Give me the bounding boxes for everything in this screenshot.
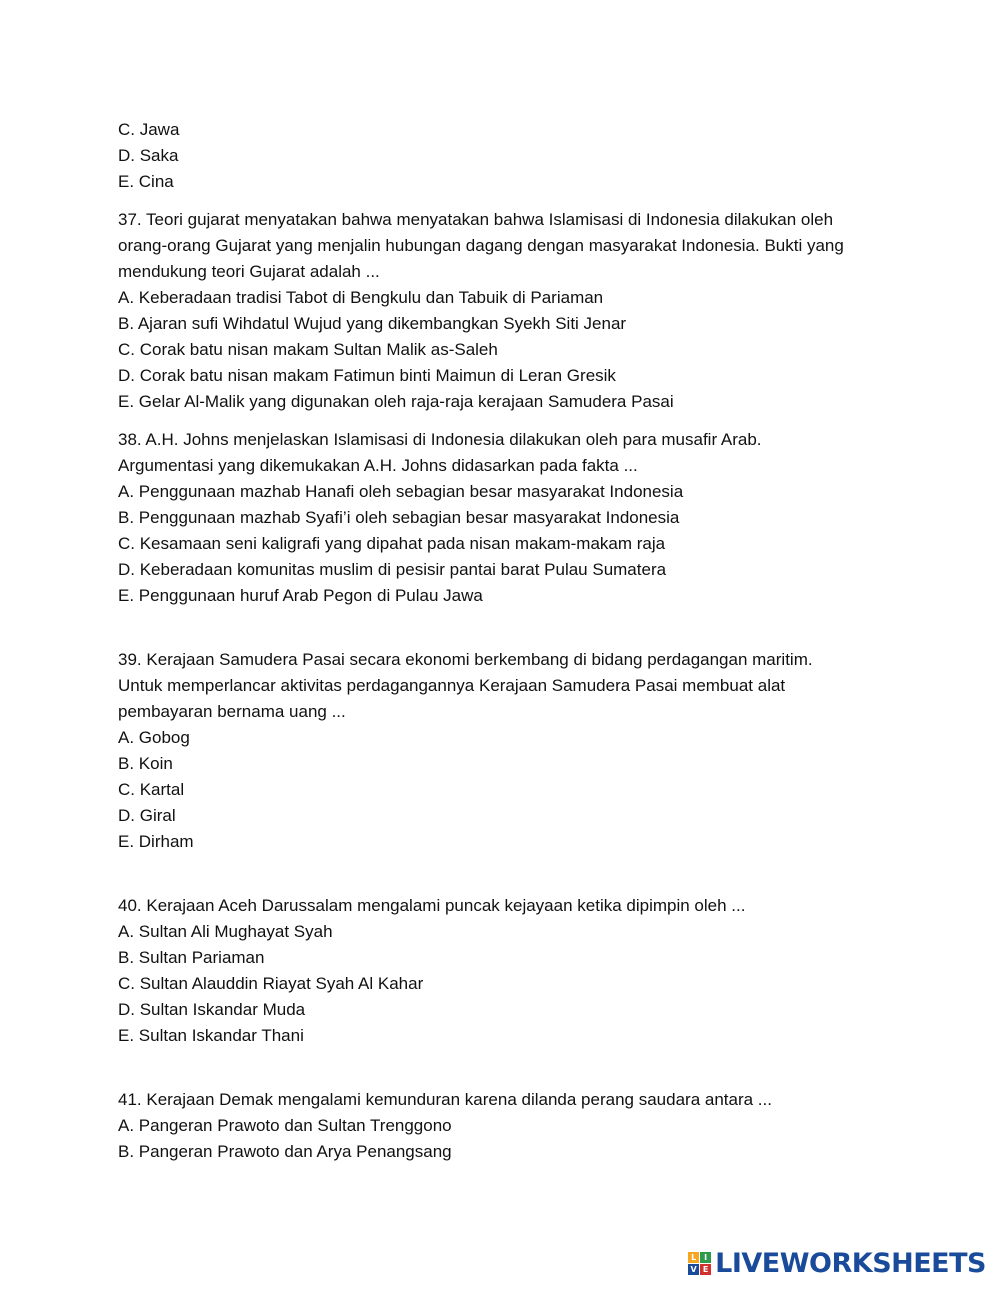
- option-e: E. Sultan Iskandar Thani: [118, 1026, 304, 1045]
- logo-block: L: [688, 1252, 699, 1263]
- question-prompt: 39. Kerajaan Samudera Pasai secara ekonomi berkembang di bidang perdagangan maritim. Untuk memperlancar aktivitas perdagangannya Kerajaan Samudera Pasai membuat alat pembayaran bernama uang ...: [118, 650, 813, 721]
- option-e: E. Penggunaan huruf Arab Pegon di Pulau Jawa: [118, 586, 483, 605]
- option-d: D. Keberadaan komunitas muslim di pesisir pantai barat Pulau Sumatera: [118, 560, 667, 579]
- option-c: C. Jawa: [118, 120, 180, 139]
- option-c: C. Corak batu nisan makam Sultan Malik as-Saleh: [118, 340, 498, 359]
- option-e: E. Dirham: [118, 832, 194, 851]
- question-41: [118, 1087, 918, 1165]
- option-a: A. Keberadaan tradisi Tabot di Bengkulu dan Tabuik di Pariaman: [118, 288, 604, 307]
- option-a: A. Sultan Ali Mughayat Syah: [118, 922, 333, 941]
- question-37: [118, 207, 918, 415]
- question-prompt: 38. A.H. Johns menjelaskan Islamisasi di Indonesia dilakukan oleh para musafir Arab. Argumentasi yang dikemukakan A.H. Johns didasarkan pada fakta ...: [118, 430, 762, 475]
- option-c: C. Sultan Alauddin Riayat Syah Al Kahar: [118, 974, 424, 993]
- logo-block: E: [700, 1264, 711, 1275]
- option-d: D. Sultan Iskandar Muda: [118, 1000, 306, 1019]
- question-prompt: 37. Teori gujarat menyatakan bahwa menyatakan bahwa Islamisasi di Indonesia dilakukan oleh orang-orang Gujarat yang menjalin hubungan dagang dengan masyarakat Indonesia. Bukti yang mendukung teori Gujarat adalah ...: [118, 210, 844, 281]
- option-d: D. Giral: [118, 806, 176, 825]
- option-b: B. Sultan Pariaman: [118, 948, 265, 967]
- option-b: B. Ajaran sufi Wihdatul Wujud yang dikembangkan Syekh Siti Jenar: [118, 314, 627, 333]
- option-c: C. Kesamaan seni kaligrafi yang dipahat pada nisan makam-makam raja: [118, 534, 666, 553]
- option-e: E. Gelar Al-Malik yang digunakan oleh raja-raja kerajaan Samudera Pasai: [118, 392, 674, 411]
- option-e: E. Cina: [118, 172, 174, 191]
- worksheet-page: [118, 117, 918, 1165]
- logo-blocks-icon: [688, 1252, 711, 1275]
- option-d: D. Saka: [118, 146, 179, 165]
- question-36-tail-options: [118, 117, 918, 195]
- option-b: B. Penggunaan mazhab Syafi’i oleh sebagian besar masyarakat Indonesia: [118, 508, 680, 527]
- question-40: [118, 893, 918, 1049]
- logo-block: V: [688, 1264, 699, 1275]
- option-a: A. Penggunaan mazhab Hanafi oleh sebagian besar masyarakat Indonesia: [118, 482, 684, 501]
- option-a: A. Pangeran Prawoto dan Sultan Trenggono: [118, 1116, 452, 1135]
- logo-block: I: [700, 1252, 711, 1263]
- question-39: [118, 647, 918, 855]
- option-d: D. Corak batu nisan makam Fatimun binti Maimun di Leran Gresik: [118, 366, 616, 385]
- option-b: B. Pangeran Prawoto dan Arya Penangsang: [118, 1142, 452, 1161]
- option-c: C. Kartal: [118, 780, 185, 799]
- logo-text: LIVEWORKSHEETS: [715, 1247, 986, 1279]
- question-38: [118, 427, 918, 609]
- option-a: A. Gobog: [118, 728, 190, 747]
- question-prompt: 41. Kerajaan Demak mengalami kemunduran karena dilanda perang saudara antara ...: [118, 1090, 772, 1109]
- option-b: B. Koin: [118, 754, 173, 773]
- question-prompt: 40. Kerajaan Aceh Darussalam mengalami puncak kejayaan ketika dipimpin oleh ...: [118, 896, 746, 915]
- liveworksheets-logo: [688, 1248, 986, 1278]
